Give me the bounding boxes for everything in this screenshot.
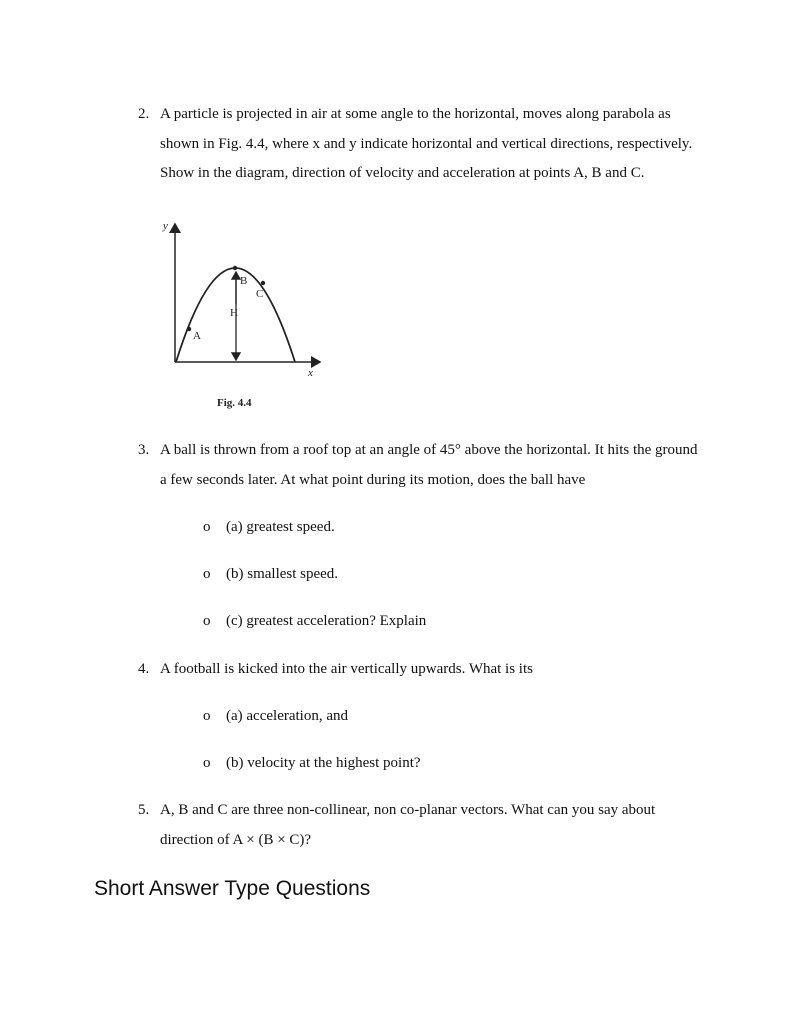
- question-5: [138, 796, 698, 855]
- question-text: A particle is projected in air at some angle to the horizontal, moves along parabola as shown in Fig. 4.4, where x and y indicate horizontal and vertical directions, respectively. Show in the diagram, direction of velocity and acceleration at points A, B and C.: [160, 106, 693, 181]
- bullet-icon: o: [203, 613, 211, 629]
- figure-caption: Fig. 4.4: [217, 397, 252, 409]
- option-text: (b) velocity at the highest point?: [226, 755, 421, 771]
- question-number: 4.: [138, 661, 150, 677]
- question-text: A, B and C are three non-collinear, non co-planar vectors. What can you say about direction of A × (B × C)?: [160, 802, 656, 848]
- option-text: (a) acceleration, and: [226, 708, 348, 724]
- bullet-icon: o: [203, 755, 211, 771]
- height-label: H: [230, 307, 238, 319]
- option-item: [203, 706, 348, 726]
- point-b-label: B: [240, 275, 248, 287]
- question-number: 5.: [138, 802, 150, 818]
- question-text: A ball is thrown from a roof top at an angle of 45° above the horizontal. It hits the ground a few seconds later. At what point during its motion, does the ball have: [160, 442, 698, 488]
- section-heading: Short Answer Type Questions: [94, 877, 371, 900]
- bullet-icon: o: [203, 519, 211, 535]
- option-text: (b) smallest speed.: [226, 566, 339, 582]
- question-number: 3.: [138, 442, 150, 458]
- question-text: A football is kicked into the air vertically upwards. What is its: [160, 661, 533, 677]
- point-b-dot: [233, 266, 237, 270]
- question-3: [138, 436, 698, 495]
- option-item: [203, 611, 426, 631]
- option-item: [203, 564, 338, 584]
- option-text: (c) greatest acceleration? Explain: [226, 613, 427, 629]
- question-number: 2.: [138, 106, 150, 122]
- bullet-icon: o: [203, 566, 211, 582]
- point-a-label: A: [193, 330, 201, 342]
- projectile-figure: [150, 214, 340, 414]
- point-c-dot: [261, 281, 265, 285]
- y-axis-label: y: [163, 220, 168, 232]
- point-a-dot: [187, 327, 191, 331]
- x-axis-label: x: [308, 367, 313, 379]
- question-2: [138, 100, 698, 189]
- bullet-icon: o: [203, 708, 211, 724]
- point-c-label: C: [256, 288, 264, 300]
- question-4: [138, 655, 698, 685]
- option-text: (a) greatest speed.: [226, 519, 335, 535]
- option-item: [203, 517, 335, 537]
- option-item: [203, 753, 421, 773]
